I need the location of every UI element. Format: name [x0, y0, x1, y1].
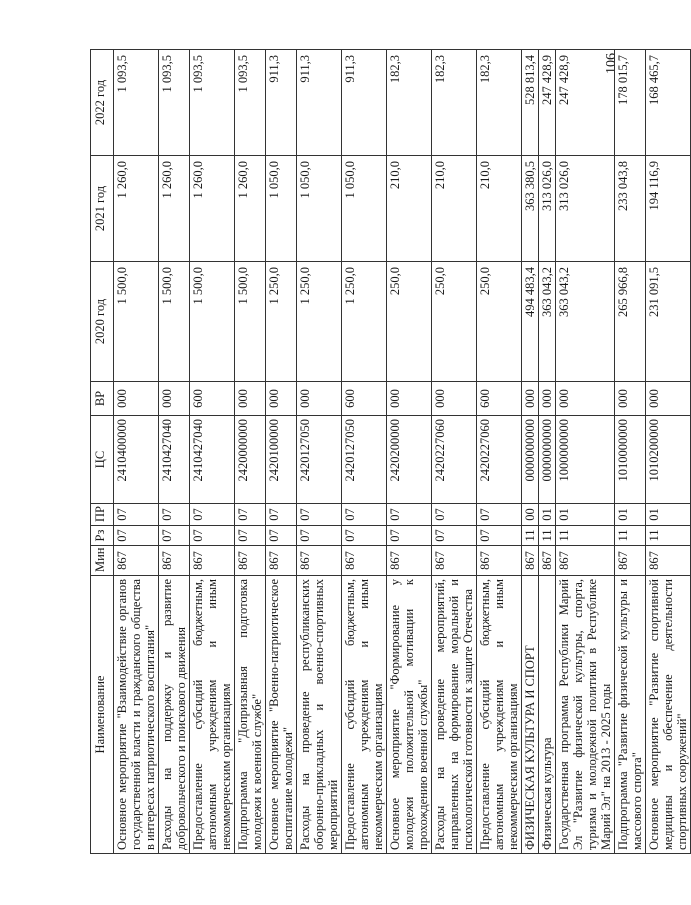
row-vr: 000 [235, 382, 266, 416]
row-cs: 1010000000 [615, 416, 646, 504]
row-2020: 265 966,8 [615, 262, 646, 382]
row-2021: 1 050,0 [297, 156, 342, 262]
row-vr: 000 [387, 382, 432, 416]
row-2021: 194 116,9 [646, 156, 691, 262]
row-2021: 1 260,0 [235, 156, 266, 262]
row-name: Подпрограмма "Развитие физической культуры и массового спорта" [615, 576, 646, 854]
row-cs: 0000000000 [539, 416, 556, 504]
row-cs: 1010200000 [646, 416, 691, 504]
row-name: Основное мероприятие "Военно-патриотическое воспитание молодежи" [266, 576, 297, 854]
row-min: 867 [297, 546, 342, 576]
table-row [159, 50, 190, 854]
row-min: 867 [387, 546, 432, 576]
row-2021: 313 026,0 [556, 156, 615, 262]
row-name: ФИЗИЧЕСКАЯ КУЛЬТУРА И СПОРТ [522, 576, 539, 854]
row-vr: 600 [190, 382, 235, 416]
row-min: 867 [266, 546, 297, 576]
row-vr: 000 [556, 382, 615, 416]
row-rz: 07 [297, 526, 342, 546]
row-2022: 1 093,5 [114, 50, 159, 156]
row-2022: 528 813,4 [522, 50, 539, 156]
header-pr: ПР [91, 504, 114, 526]
row-2020: 363 043,2 [539, 262, 556, 382]
rotated-page-content [90, 50, 689, 854]
row-pr: 07 [477, 504, 522, 526]
row-name: Основное мероприятие "Формирование у молодежи положительной мотивации к прохождению военной службы" [387, 576, 432, 854]
row-rz: 07 [432, 526, 477, 546]
row-2022: 911,3 [342, 50, 387, 156]
row-2021: 363 380,5 [522, 156, 539, 262]
row-name: Основное мероприятие "Взаимодействие органов государственной власти и гражданского общества в интересах патриотического воспитания" [114, 576, 159, 854]
row-2022: 911,3 [266, 50, 297, 156]
page-number: 106 [604, 53, 619, 74]
row-name: Расходы на проведение мероприятий, направленных на формирование моральной и психологической готовности к защите Отечества [432, 576, 477, 854]
row-min: 867 [432, 546, 477, 576]
row-2021: 233 043,8 [615, 156, 646, 262]
row-pr: 07 [432, 504, 477, 526]
row-pr: 07 [387, 504, 432, 526]
row-rz: 07 [159, 526, 190, 546]
row-min: 867 [477, 546, 522, 576]
row-2021: 210,0 [477, 156, 522, 262]
row-rz: 07 [114, 526, 159, 546]
row-2020: 1 500,0 [114, 262, 159, 382]
row-min: 867 [190, 546, 235, 576]
row-vr: 000 [159, 382, 190, 416]
row-pr: 07 [297, 504, 342, 526]
row-cs: 2410400000 [114, 416, 159, 504]
row-vr: 600 [477, 382, 522, 416]
header-vr: ВР [91, 382, 114, 416]
table-row [190, 50, 235, 854]
row-rz: 11 [522, 526, 539, 546]
row-min: 867 [556, 546, 615, 576]
row-2022: 182,3 [477, 50, 522, 156]
table-row [539, 50, 556, 854]
row-2020: 1 500,0 [190, 262, 235, 382]
row-2021: 313 026,0 [539, 156, 556, 262]
row-2022: 1 093,5 [235, 50, 266, 156]
header-2020: 2020 год [91, 262, 114, 382]
row-pr: 01 [615, 504, 646, 526]
row-rz: 11 [615, 526, 646, 546]
table-row [235, 50, 266, 854]
row-rz: 11 [556, 526, 615, 546]
row-2022: 178 015,7 [615, 50, 646, 156]
table-row [522, 50, 539, 854]
row-vr: 000 [432, 382, 477, 416]
row-pr: 00 [522, 504, 539, 526]
row-name: Расходы на поддержку и развитие добровольческого и поискового движения [159, 576, 190, 854]
row-2022: 1 093,5 [159, 50, 190, 156]
header-cs: ЦС [91, 416, 114, 504]
row-pr: 07 [114, 504, 159, 526]
row-rz: 07 [266, 526, 297, 546]
row-min: 867 [539, 546, 556, 576]
row-cs: 2420127050 [297, 416, 342, 504]
row-2020: 1 500,0 [235, 262, 266, 382]
row-min: 867 [522, 546, 539, 576]
row-2021: 1 260,0 [159, 156, 190, 262]
row-min: 867 [342, 546, 387, 576]
table-row [387, 50, 432, 854]
row-rz: 07 [342, 526, 387, 546]
row-2020: 1 250,0 [297, 262, 342, 382]
row-cs: 2420100000 [266, 416, 297, 504]
row-2020: 363 043,2 [556, 262, 615, 382]
row-vr: 600 [342, 382, 387, 416]
row-cs: 1000000000 [556, 416, 615, 504]
row-name: Государственная программа Республики Марий Эл "Развитие физической культуры, спорта, туризма и молодежной политики в Республике Марий Эл" на 2013 - 2025 годы [556, 576, 615, 854]
row-pr: 07 [342, 504, 387, 526]
row-name: Предоставление субсидий бюджетным, автономным учреждениям и иным некоммерческим организациям [477, 576, 522, 854]
row-cs: 2410427040 [190, 416, 235, 504]
row-2020: 494 483,4 [522, 262, 539, 382]
row-min: 867 [159, 546, 190, 576]
header-rz: Рз [91, 526, 114, 546]
row-pr: 07 [235, 504, 266, 526]
row-min: 867 [646, 546, 691, 576]
row-name: Основное мероприятие "Развитие спортивной медицины и обеспечение деятельности спортивных сооружений" [646, 576, 691, 854]
row-2021: 1 260,0 [190, 156, 235, 262]
header-2022: 2022 год [91, 50, 114, 156]
row-name: Предоставление субсидий бюджетным, автономным учреждениям и иным некоммерческим организациям [342, 576, 387, 854]
row-2020: 1 250,0 [266, 262, 297, 382]
row-cs: 2410427040 [159, 416, 190, 504]
row-2022: 247 428,9 [556, 50, 615, 156]
row-rz: 07 [387, 526, 432, 546]
row-2021: 1 050,0 [266, 156, 297, 262]
row-min: 867 [615, 546, 646, 576]
row-rz: 11 [646, 526, 691, 546]
row-vr: 000 [266, 382, 297, 416]
table-row [556, 50, 615, 854]
row-cs: 0000000000 [522, 416, 539, 504]
row-cs: 2420000000 [235, 416, 266, 504]
row-vr: 000 [114, 382, 159, 416]
row-cs: 2420227060 [432, 416, 477, 504]
row-pr: 01 [646, 504, 691, 526]
table-header-row [91, 50, 114, 854]
row-min: 867 [114, 546, 159, 576]
table-row [432, 50, 477, 854]
row-2022: 247 428,9 [539, 50, 556, 156]
row-2021: 210,0 [432, 156, 477, 262]
table-body [114, 50, 691, 854]
row-2020: 1 250,0 [342, 262, 387, 382]
row-vr: 000 [646, 382, 691, 416]
table-row [297, 50, 342, 854]
row-cs: 2420227060 [477, 416, 522, 504]
table-row [646, 50, 691, 854]
row-2021: 210,0 [387, 156, 432, 262]
row-rz: 11 [539, 526, 556, 546]
row-cs: 2420200000 [387, 416, 432, 504]
row-2020: 250,0 [477, 262, 522, 382]
row-2020: 231 091,5 [646, 262, 691, 382]
row-pr: 07 [266, 504, 297, 526]
row-2022: 182,3 [387, 50, 432, 156]
row-rz: 07 [477, 526, 522, 546]
row-2022: 911,3 [297, 50, 342, 156]
table-row [342, 50, 387, 854]
row-2020: 250,0 [387, 262, 432, 382]
row-pr: 07 [190, 504, 235, 526]
row-2020: 250,0 [432, 262, 477, 382]
table-row [615, 50, 646, 854]
budget-table [90, 49, 691, 854]
table-row [114, 50, 159, 854]
row-pr: 07 [159, 504, 190, 526]
row-rz: 07 [190, 526, 235, 546]
row-vr: 000 [615, 382, 646, 416]
row-2022: 168 465,7 [646, 50, 691, 156]
row-vr: 000 [297, 382, 342, 416]
row-name: Физическая культура [539, 576, 556, 854]
row-2021: 1 050,0 [342, 156, 387, 262]
table-row [477, 50, 522, 854]
row-2022: 1 093,5 [190, 50, 235, 156]
row-name: Подпрограмма "Допризывная подготовка молодежи к военной службе" [235, 576, 266, 854]
header-2021: 2021 год [91, 156, 114, 262]
header-name: Наименование [91, 576, 114, 854]
row-2022: 182,3 [432, 50, 477, 156]
row-min: 867 [235, 546, 266, 576]
row-name: Расходы на проведение республиканских оборонно-прикладных и военно-спортивных мероприятий [297, 576, 342, 854]
row-pr: 01 [556, 504, 615, 526]
row-2021: 1 260,0 [114, 156, 159, 262]
row-rz: 07 [235, 526, 266, 546]
row-vr: 000 [522, 382, 539, 416]
row-name: Предоставление субсидий бюджетным, автономным учреждениям и иным некоммерческим организациям [190, 576, 235, 854]
row-vr: 000 [539, 382, 556, 416]
row-2020: 1 500,0 [159, 262, 190, 382]
row-cs: 2420127050 [342, 416, 387, 504]
header-min: Мин [91, 546, 114, 576]
row-pr: 01 [539, 504, 556, 526]
table-row [266, 50, 297, 854]
